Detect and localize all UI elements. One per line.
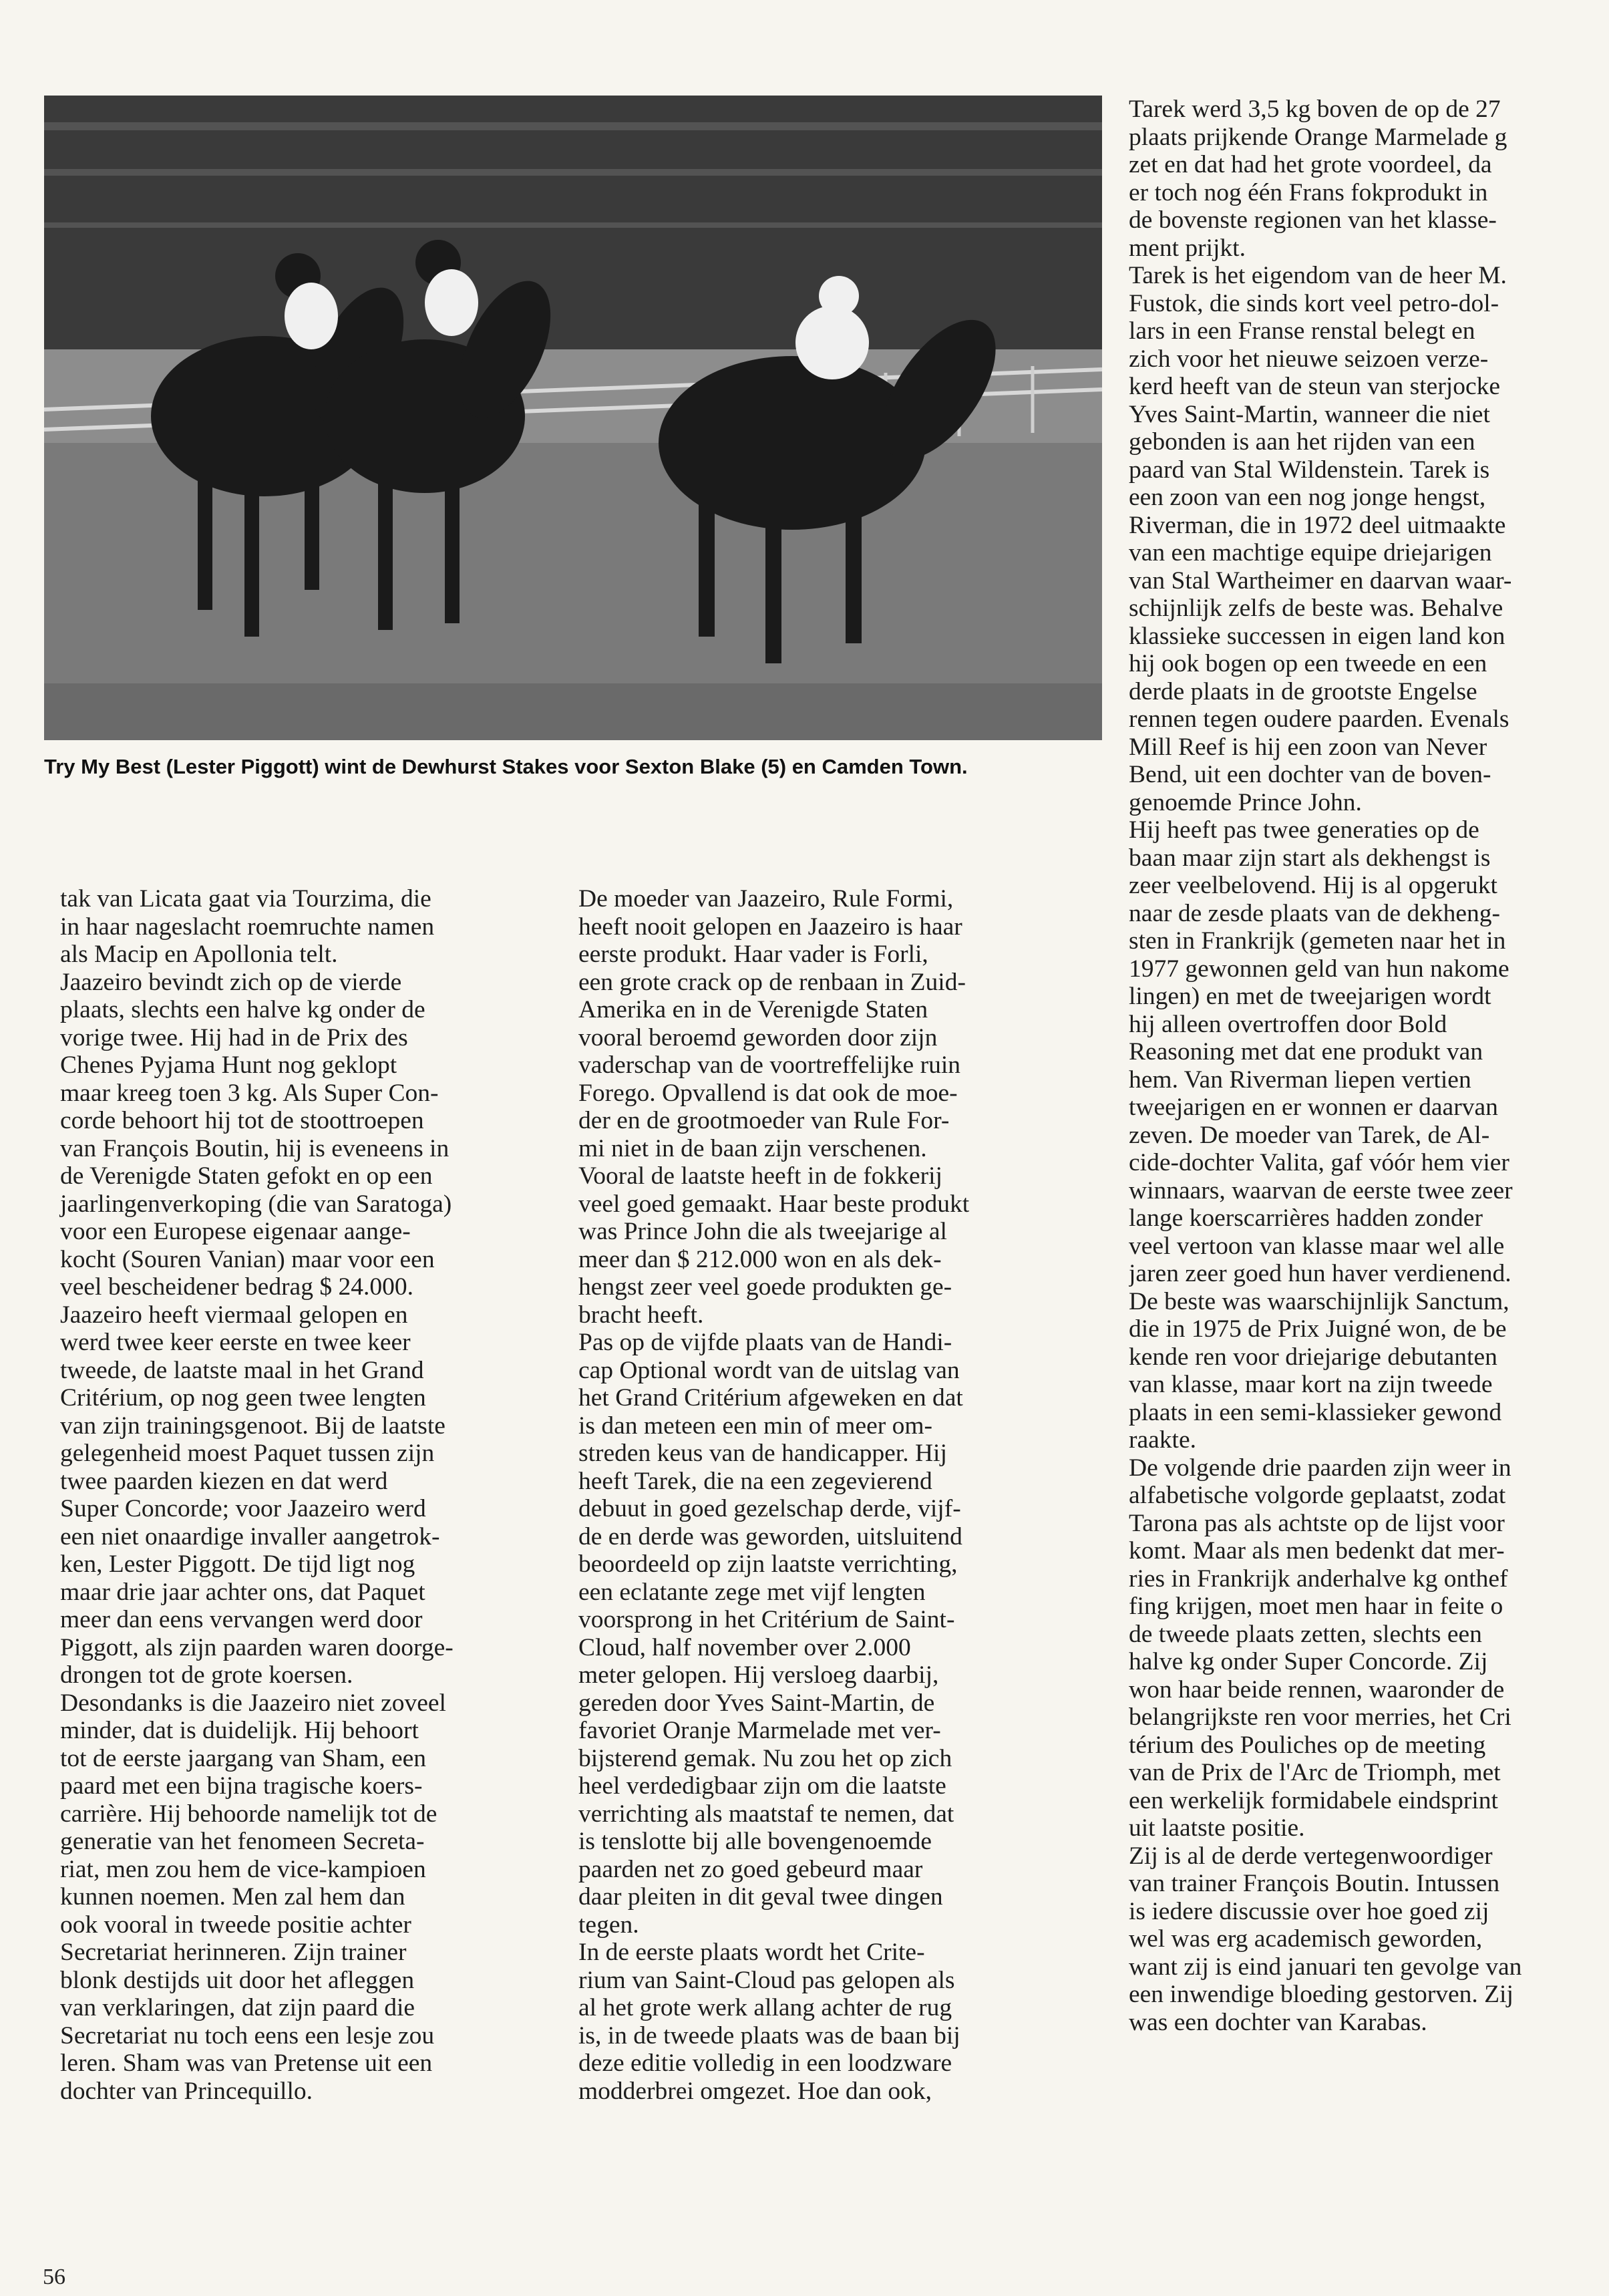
article-column-1: tak van Licata gaat via Tourzima, die in haar nageslacht roemruchte namen als Macip en Apollonia telt. Jaazeiro bevindt zich op de vierde plaats, slechts een halve kg onder de vorige twee. Hij had in de Prix des Chenes Pyjama Hunt nog geklopt maar kreeg toen 3 kg. Als Super Con- corde behoort hij tot de stoottroepen van François Boutin, hij is eveneens in de Verenigde Staten gefokt en op een jaarlingenverkoping (die van Saratoga) voor een Europese eigenaar aange- kocht (Souren Vanian) maar voor een veel bescheidener bedrag $ 24.000. Jaazeiro heeft viermaal gelopen en werd twee keer eerste en twee keer tweede, de laatste maal in het Grand Critérium, op nog geen twee lengten van zijn trainingsgenoot. Bij de laatste gelegenheid moest Paquet tussen zijn twee paarden kiezen en dat werd Super Concorde; voor Jaazeiro werd een niet onaardige invaller aangetrok- ken, Lester Piggott. De tijd ligt nog maar drie jaar achter ons, dat Paquet meer dan eens vervangen werd door Piggott, als zijn paarden waren doorge- drongen tot de grote koersen. Desondanks is die Jaazeiro niet zoveel minder, dat is duidelijk. Hij behoort tot de eerste jaargang van Sham, een paard met een bijna tragische koers- carrière. Hij behoorde namelijk tot de generatie van het fenomeen Secreta- riat, men zou hem de vice-kampioen kunnen noemen. Men zal hem dan ook vooral in tweede positie achter Secretariat herinneren. Zijn trainer blonk destijds uit door het afleggen van verklaringen, dat zijn paard die Secretariat nu toch eens een lesje zou leren. Sham was van Pretense uit een dochter van Princequillo. (60, 885, 454, 2105)
page-number: 56 (43, 2265, 65, 2289)
race-photo (44, 96, 1102, 740)
article-column-2: De moeder van Jaazeiro, Rule Formi, heeft nooit gelopen en Jaazeiro is haar eerste produkt. Haar vader is Forli, een grote crack op de renbaan in Zuid- Amerika en in de Verenigde Staten vooral beroemd geworden door zijn vaderschap van de voortreffelijke ruin Forego. Opvallend is dat ook de moe- der en de grootmoeder van Rule For- mi niet in de baan zijn verschenen. Vooral de laatste heeft in de fokkerij veel goed gemaakt. Haar beste produkt was Prince John die als tweejarige al meer dan $ 212.000 won en als dek- hengst zeer veel goede produkten ge- bracht heeft. Pas op de vijfde plaats van de Handi- cap Optional wordt van de uitslag van het Grand Critérium afgeweken en dat is dan meteen een min of meer om- streden keus van de handicapper. Hij heeft Tarek, die na een zegevierend debuut in goed gezelschap derde, vijf- de en derde was geworden, uitsluitend beoordeeld op zijn laatste verrichting, een eclatante zege met vijf lengten voorsprong in het Critérium de Saint- Cloud, half november over 2.000 meter gelopen. Hij versloeg daarbij, gereden door Yves Saint-Martin, de favoriet Oranje Marmelade met ver- bijsterend gemak. Nu zou het op zich heel verdedigbaar zijn om die laatste verrichting als maatstaf te nemen, dat is tenslotte bij alle bovengenoemde paarden net zo goed gebeurd maar daar pleiten in dit geval twee dingen tegen. In de eerste plaats wordt het Crite- rium van Saint-Cloud pas gelopen als al het grote werk allang achter de rug is, in de tweede plaats was de baan bij deze editie volledig in een loodzware modderbrei omgezet. Hoe dan ook, (578, 885, 970, 2105)
photo-caption: Try My Best (Lester Piggott) wint de Dewhurst Stakes voor Sexton Blake (5) en Camden Town. (44, 755, 968, 778)
article-column-3: Tarek werd 3,5 kg boven de op de 27 plaats prijkende Orange Marmelade g zet en dat had het grote voordeel, da er toch nog één Frans fokprodukt in de bovenste regionen van het klasse- ment prijkt. Tarek is het eigendom van de heer M. Fustok, die sinds kort veel petro-dol- lars in een Franse renstal belegt en zich voor het nieuwe seizoen verze- kerd heeft van de steun van sterjocke Yves Saint-Martin, wanneer die niet gebonden is aan het rijden van een paard van Stal Wildenstein. Tarek is een zoon van een nog jonge hengst, Riverman, die in 1972 deel uitmaakte van een machtige equipe driejarigen van Stal Wartheimer en daarvan waar- schijnlijk zelfs de beste was. Behalve klassieke successen in eigen land kon hij ook bogen op een tweede en een derde plaats in de grootste Engelse rennen tegen oudere paarden. Evenals Mill Reef is hij een zoon van Never Bend, uit een dochter van de boven- genoemde Prince John. Hij heeft pas twee generaties op de baan maar zijn start als dekhengst is zeer veelbelovend. Hij is al opgerukt naar de zesde plaats van de dekheng- sten in Frankrijk (gemeten naar het in 1977 gewonnen geld van hun nakome lingen) en met de tweejarigen wordt hij alleen overtroffen door Bold Reasoning met dat ene produkt van hem. Van Riverman liepen vertien tweejarigen en er wonnen er daarvan zeven. De moeder van Tarek, de Al- cide-dochter Valita, gaf vóór hem vier winnaars, waarvan de eerste twee zeer lange koerscarrières hadden zonder veel vertoon van klasse maar wel alle jaren zeer goed hun haver verdienend. De beste was waarschijnlijk Sanctum, die in 1975 de Prix Juigné won, de be kende ren voor driejarige debutanten van klasse, maar kort na zijn tweede plaats in een semi-klassieker gewond raakte. De volgende drie paarden zijn weer in alfabetische volgorde geplaatst, zodat Tarona pas als achtste op de lijst voor komt. Maar als men bedenkt dat mer- ries in Frankrijk anderhalve kg onthef fing krijgen, moet men haar in feite o de tweede plaats zetten, slechts een halve kg onder Super Concorde. Zij won haar beide rennen, waaronder de belangrijkste ren voor merries, het Cri térium des Pouliches op de meeting van de Prix de l'Arc de Triomph, met een werkelijk formidabele eindsprint uit laatste positie. Zij is al de derde vertegenwoordiger van trainer François Boutin. Intussen is iedere discussie over hoe goed zij wel was erg academisch geworden, want zij is eind januari ten gevolge van een inwendige bloeding gestorven. Zij was een dochter van Karabas. (1129, 96, 1522, 2036)
race-photo-illustration (44, 96, 1102, 740)
